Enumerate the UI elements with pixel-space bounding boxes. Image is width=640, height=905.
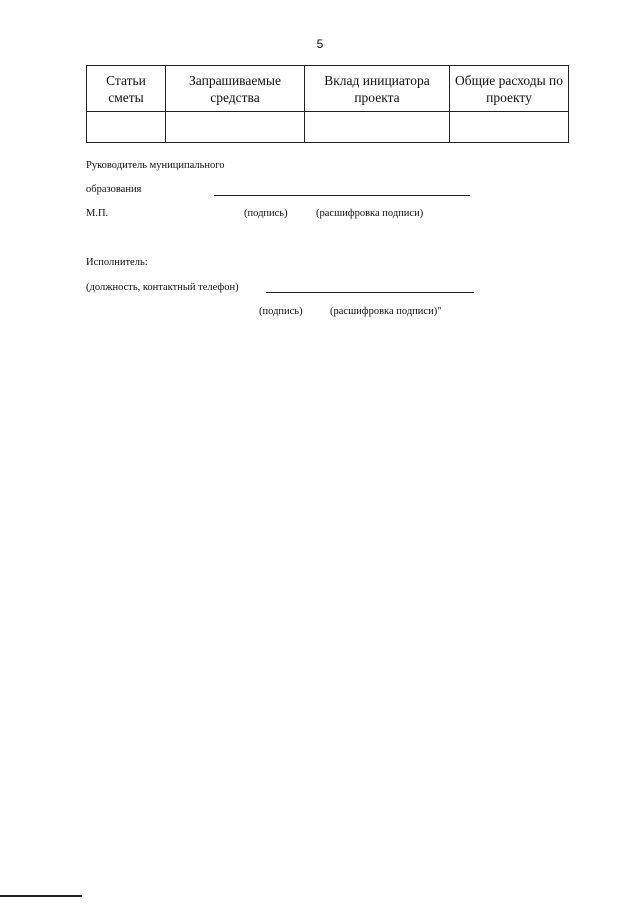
table-cell bbox=[450, 112, 569, 143]
head-signature-line bbox=[214, 195, 470, 196]
executor-signature-caption: (подпись) bbox=[259, 306, 303, 317]
table-cell bbox=[166, 112, 305, 143]
page-number: 5 bbox=[316, 37, 324, 51]
table-header-row bbox=[87, 66, 569, 112]
table-row bbox=[87, 112, 569, 143]
executor-position-label: (должность, контактный телефон) bbox=[86, 282, 239, 293]
footer-rule bbox=[0, 895, 82, 897]
executor-contact-line bbox=[266, 292, 474, 293]
header-cell-initiator-contribution: Вклад инициатора проекта bbox=[305, 66, 450, 112]
head-signature-caption: (подпись) bbox=[244, 208, 288, 219]
stamp-label: М.П. bbox=[86, 208, 109, 219]
header-cell-requested-funds: Запрашиваемые средства bbox=[166, 66, 305, 112]
header-cell-total-costs: Общие расходы по проекту bbox=[450, 66, 569, 112]
executor-title: Исполнитель: bbox=[86, 257, 148, 268]
budget-table bbox=[86, 65, 569, 143]
header-cell-budget-items: Статьи сметы bbox=[87, 66, 166, 112]
head-title-line1: Руководитель муниципального bbox=[86, 160, 225, 171]
head-decoding-caption: (расшифровка подписи) bbox=[316, 208, 424, 219]
head-title-line2: образования bbox=[86, 184, 142, 195]
table-cell bbox=[305, 112, 450, 143]
table-cell bbox=[87, 112, 166, 143]
executor-decoding-caption: (расшифровка подписи)" bbox=[330, 306, 442, 317]
